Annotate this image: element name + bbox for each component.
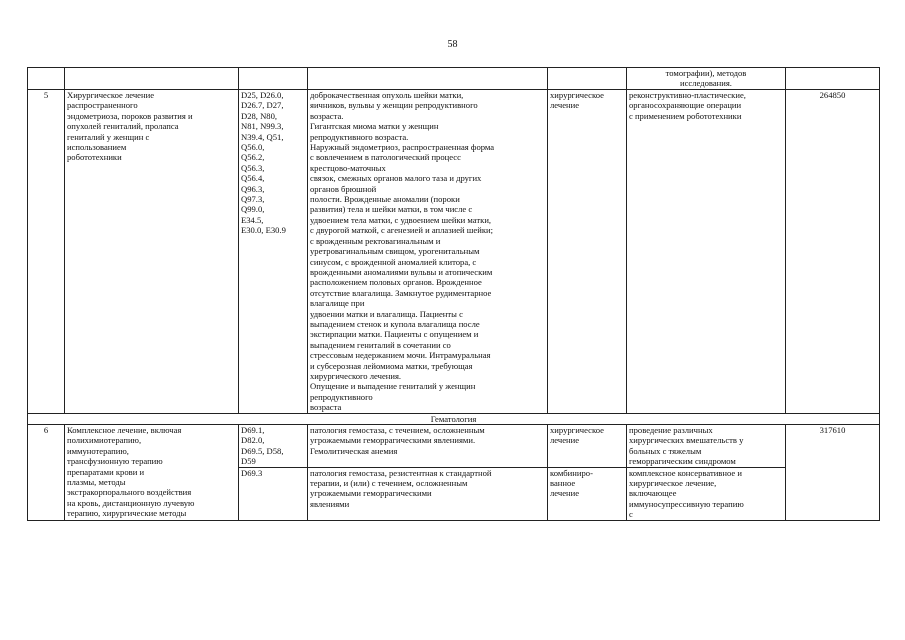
text-line: связок, смежных органов малого таза и других (310, 173, 482, 184)
text-line: отсутствие влагалища. Замкнутое рудиментарное (310, 287, 492, 298)
text-line: ванное (550, 478, 576, 489)
cell-price: 317610 (786, 425, 880, 521)
text-line: возраста (310, 402, 342, 413)
text-line: Q56.4, (241, 173, 265, 184)
text-line: полихимиотерапию, (67, 435, 142, 446)
text-line: возраста. (310, 110, 344, 121)
cell-treatment-method (627, 425, 786, 468)
cell-care-name (65, 90, 239, 414)
text-line: с двурогой маткой, с агенезией и аплазией шейки; (310, 225, 493, 236)
text-line: с применением робототехники (629, 110, 742, 121)
cell-empty (786, 68, 880, 90)
cell-treatment-type (548, 425, 627, 468)
text-line: хирургического лечения. (310, 370, 402, 381)
text-line: Хирургическое лечение (67, 90, 155, 100)
text-line: Q97.3, (241, 194, 265, 205)
text-line: E30.0, E30.9 (241, 225, 286, 236)
text-line: Гемолитическая анемия (310, 445, 398, 456)
text-line: препаратами крови и (67, 466, 145, 477)
text-line: репродуктивного (310, 391, 373, 402)
table-row-continuation (28, 68, 880, 90)
text-line: стрессовым недержанием мочи. Интрамуральная (310, 350, 491, 361)
text-line: патология гемостаза, резистентная к стандартной (310, 467, 492, 478)
text-line: проведение различных (629, 425, 713, 435)
cell-empty (28, 68, 65, 90)
text-line: D59 (241, 456, 256, 467)
text-line: распространенного (67, 100, 138, 111)
text-line: хирургическое лечение, (629, 478, 717, 489)
text-line: явлениями (310, 498, 350, 509)
text-line: удвоением тела матки, с удвоением шейки матки, (310, 214, 492, 225)
text-line: полости. Врожденные аномалии (пороки (310, 194, 460, 205)
text-line: с вовлечением в патологический процесс (310, 152, 461, 163)
text-line: D25, D26.0, (241, 90, 284, 100)
text-line: терапии, и (или) с течением, осложненным (310, 478, 468, 489)
text-line: лечение (550, 488, 580, 499)
text-line: на кровь, дистанционную лучевую (67, 497, 195, 508)
text-line: угрожаемыми геморрагическими явлениями. (310, 435, 476, 446)
row-number: 6 (28, 425, 65, 521)
text-line: экстирпации матки. Пациенты с опущением и (310, 329, 479, 340)
cell-price: 264850 (786, 90, 880, 414)
text-line: D69.5, D58, (241, 445, 284, 456)
text-line: реконструктивно-пластические, (629, 90, 746, 100)
text-line: E34.5, (241, 214, 264, 225)
text-line: Комплексное лечение, включая (67, 425, 182, 435)
text-line: D69.1, (241, 425, 265, 435)
text-line: расположением половых органов. Врожденное (310, 277, 482, 288)
text-line: робототехники (67, 152, 122, 163)
cell-empty (548, 68, 627, 90)
cell-patient-model (308, 425, 548, 468)
text-line: исследования. (680, 78, 732, 89)
text-line: хирургических вмешательств у (629, 435, 744, 446)
text-line: лечение (550, 100, 580, 111)
text-line: Наружный эндометриоз, распространенная форма (310, 142, 495, 153)
text-line: D28, N80, (241, 110, 278, 121)
text-line: эндометриоза, пороков развития и (67, 110, 193, 121)
text-line: Q99.0, (241, 204, 265, 215)
text-line: и субсерозная лейомиома матки, требующая (310, 360, 473, 371)
cell-treatment-method (627, 90, 786, 414)
text-line: трансфузионную терапию (67, 456, 163, 467)
text-line: уретровагинальным свищом, урогенитальным (310, 246, 480, 257)
text-line: врожденными аномалиями вульвы и атопическим (310, 266, 493, 277)
text-line: опухолей гениталий, пролапса (67, 121, 179, 132)
text-line: гениталий у женщин с (67, 131, 150, 142)
text-line: развития) тела и шейки матки, в том числе с (310, 204, 473, 215)
text-line: лечение (550, 435, 580, 446)
text-line: с врожденным ректовагинальным и (310, 235, 441, 246)
text-line: включающее (629, 488, 677, 499)
text-line: D82.0, (241, 435, 265, 446)
text-line: иммунотерапию, (67, 445, 129, 456)
text-line: Q96.3, (241, 183, 265, 194)
text-line: угрожаемыми геморрагическими (310, 488, 432, 499)
text-line: яичников, вульвы у женщин репродуктивного (310, 100, 478, 111)
text-line: экстракорпорального воздействия (67, 487, 192, 498)
text-line: геморрагическим синдромом (629, 456, 736, 467)
text-line: хирургическое (550, 425, 604, 435)
table-row-5 (28, 90, 880, 414)
text-line: комбиниро- (550, 467, 593, 478)
cell-empty (308, 68, 548, 90)
page-number: 58 (447, 39, 458, 50)
text-line: патология гемостаза, с течением, осложненным (310, 425, 485, 435)
text-line: влагалище при (310, 298, 365, 309)
text-line: удвоении матки и влагалища. Пациенты с (310, 308, 463, 319)
text-line: N81, N99.3, (241, 121, 284, 132)
section-title: Гематология (28, 413, 880, 424)
text-line: больных с тяжелым (629, 445, 702, 456)
text-line: выпадением стенок и купола влагалища после (310, 318, 480, 329)
text-line: репродуктивного возраста. (310, 131, 409, 142)
text-line: Q56.3, (241, 162, 265, 173)
cell-care-name (65, 425, 239, 521)
treatment-table (27, 67, 880, 521)
text-line: с (629, 509, 633, 520)
cell-treatment-type (548, 467, 627, 520)
text-line: Гигантская миома матки у женщин (310, 121, 439, 132)
text-line: плазмы, методы (67, 477, 126, 488)
text-line: N39.4, Q51, (241, 131, 284, 142)
cell-empty (239, 68, 308, 90)
text-line: Опущение и выпадение гениталий у женщин (310, 381, 476, 392)
text-line: хирургическое (550, 90, 604, 100)
cell-patient-model (308, 467, 548, 520)
row-number: 5 (28, 90, 65, 414)
cell-method-continued (627, 68, 786, 90)
table-row-6 (28, 425, 880, 468)
cell-icd-codes (239, 90, 308, 414)
text-line: комплексное консервативное и (629, 467, 742, 478)
text-line: органосохраняющие операции (629, 100, 742, 111)
text-line: D69.3 (241, 467, 263, 478)
cell-treatment-method (627, 467, 786, 520)
cell-treatment-type (548, 90, 627, 414)
cell-empty (65, 68, 239, 90)
text-line: Q56.0, (241, 142, 265, 153)
text-line: выпадением гениталий в сочетании со (310, 339, 451, 350)
text-line: доброкачественная опухоль шейки матки, (310, 90, 464, 100)
text-line: иммуносупрессивную терапию (629, 498, 744, 509)
text-line: терапию, хирургические методы (67, 508, 187, 519)
text-line: органов брюшной (310, 183, 377, 194)
cell-icd-codes (239, 425, 308, 468)
cell-patient-model (308, 90, 548, 414)
cell-icd-codes (239, 467, 308, 520)
text-line: крестцово-маточных (310, 162, 386, 173)
text-line: Q56.2, (241, 152, 265, 163)
text-line: синусом, с врожденной аномалией клитора, с (310, 256, 477, 267)
text-line: томографии), методов (665, 68, 747, 78)
text-line: использованием (67, 142, 127, 153)
section-row (28, 413, 880, 424)
text-line: D26.7, D27, (241, 100, 284, 111)
